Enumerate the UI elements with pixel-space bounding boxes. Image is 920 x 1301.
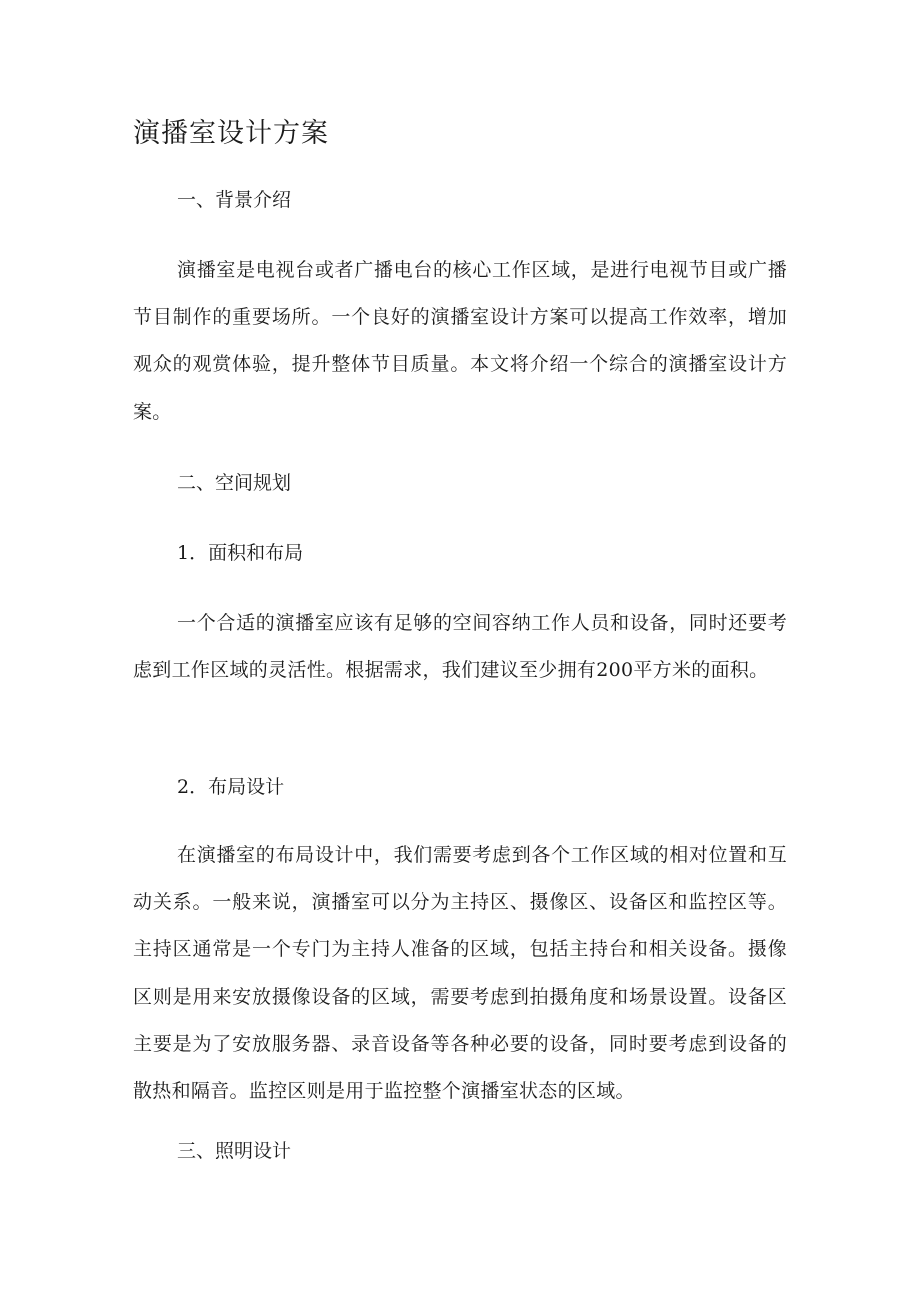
paragraph-area-layout: 一个合适的演播室应该有足够的空间容纳工作人员和设备，同时还要考虑到工作区域的灵活性。根据需求，我们建议至少拥有200平方米的面积。: [133, 612, 787, 682]
paragraph-background: 演播室是电视台或者广播电台的核心工作区域，是进行电视节目或广播节目制作的重要场所。一个良好的演播室设计方案可以提高工作效率，增加观众的观赏体验，提升整体节目质量。本文将介绍一个综合的演播室设计方案。: [133, 259, 787, 423]
section-heading-space-planning: 二、空间规划: [177, 472, 292, 494]
document-title: 演播室设计方案: [133, 118, 329, 149]
section-heading-background: 一、背景介绍: [177, 189, 292, 211]
paragraph-layout-design: 在演播室的布局设计中，我们需要考虑到各个工作区域的相对位置和互动关系。一般来说，演播室可以分为主持区、摄像区、设备区和监控区等。主持区通常是一个专门为主持人准备的区域，包括主持台和相关设备。摄像区则是用来安放摄像设备的区域，需要考虑到拍摄角度和场景设置。设备区主要是为了安放服务器、录音设备等各种必要的设备，同时要考虑到设备的散热和隔音。监控区则是用于监控整个演播室状态的区域。: [133, 844, 787, 1103]
subheading-layout-design: 2．布局设计: [177, 776, 285, 798]
section-heading-lighting: 三、照明设计: [177, 1140, 292, 1162]
subheading-area-layout: 1．面积和布局: [177, 542, 304, 564]
